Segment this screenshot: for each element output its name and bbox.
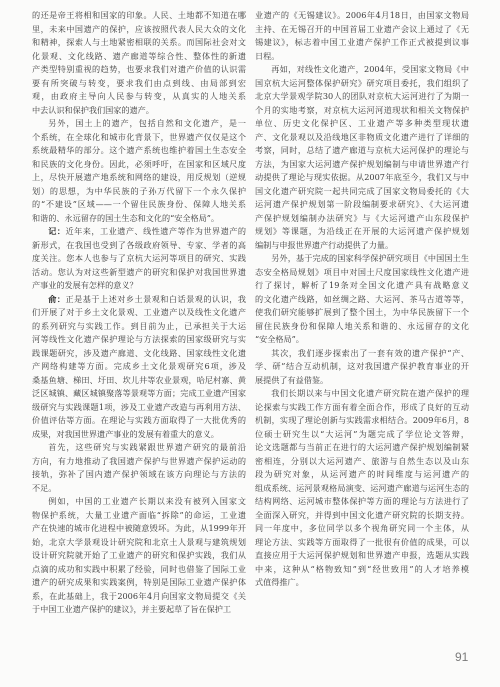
line-text: 成果，对我国世界遗产事业的发展有着重大的意义。 — [32, 428, 219, 439]
text-line — [32, 320, 246, 334]
text-line — [255, 360, 469, 374]
paragraph — [255, 9, 469, 63]
text-line — [32, 549, 246, 563]
text-line — [32, 225, 246, 239]
line-text: 展提供了有益借鉴。 — [255, 374, 329, 385]
text-line — [255, 144, 469, 158]
line-text: 产事业的发展有怎样的意义？ — [32, 280, 138, 290]
line-text: 学、研”结合互动机制，这对我国遗产保护教育事业的开 — [255, 361, 469, 371]
line-text: 产网络构建等方面。完成乡土文化景观研究6项，涉及 — [32, 361, 246, 371]
line-text: 个系统，在全球化和城市化背景下，世界遗产仅仅是这个 — [32, 131, 246, 142]
line-text: 价值评估等方面。在理论与实践方面取得了一大批优秀的 — [32, 415, 246, 425]
line-text: 的“不建设”区域——一个留住民族身份、保障人地关系 — [32, 199, 246, 209]
line-text: 设计研究院就开始了工业遗产的研究和保护实践，我们从 — [32, 550, 246, 560]
text-line — [32, 239, 246, 253]
right-column — [255, 9, 469, 590]
line-text: 直接应用于大运河保护规划和世界遗产申报，选题从实践 — [255, 550, 469, 560]
line-text: 论探索与实践工作方面有着全面合作，形成了良好的互动 — [255, 401, 469, 412]
line-text: 单位、历史文化保护区、工业遗产等多种类型现状遗 — [255, 118, 469, 128]
text-line — [255, 563, 469, 577]
text-line — [255, 252, 469, 266]
line-text: 日程。 — [255, 50, 280, 61]
line-text: “安全格局”。 — [255, 334, 304, 344]
line-text: 编制与申报世界遗产行动提供了力量。 — [255, 239, 394, 250]
text-line — [255, 36, 469, 50]
text-line — [255, 387, 469, 401]
line-text: 和民族的文化身份。因此，必须呼吁，在国家和区域尺度 — [32, 158, 246, 169]
text-line — [255, 266, 469, 280]
line-text: 产、文化景观以及沿线地区非物质文化遗产进行了详细的 — [255, 131, 469, 142]
text-line — [255, 63, 469, 77]
text-line — [32, 428, 246, 442]
text-line — [255, 23, 469, 37]
left-column — [32, 9, 246, 617]
line-text: 考察，同时，总结了遗产廊道与京杭大运河保护的理论与 — [255, 145, 469, 155]
text-line — [32, 347, 246, 361]
text-line — [32, 77, 246, 91]
text-line — [32, 576, 246, 590]
text-line — [32, 468, 246, 482]
line-text: 段为研究对象，从运河遗产的时间维度与运河遗产的 — [255, 469, 469, 479]
paragraph — [32, 495, 246, 617]
line-text: 方法，为国家大运河遗产保护规划编制与申请世界遗产行 — [255, 158, 469, 169]
line-text: 里，未来中国遗产的保护，应该按照代表人民大众的文化 — [32, 23, 246, 34]
speaker-label: 俞： — [48, 293, 66, 304]
page-number: 91 — [455, 650, 469, 664]
text-line — [255, 401, 469, 415]
line-text: 们开展了对于乡土文化景观、工业遗产以及线性文化遗产 — [32, 307, 246, 317]
text-line — [32, 387, 246, 401]
line-text: 理论方法、实践等方面取得了一批很有价值的成果，可以 — [255, 536, 469, 547]
text-line — [32, 401, 246, 415]
text-line — [32, 360, 246, 374]
text-line — [255, 320, 469, 334]
text-line — [255, 414, 469, 428]
text-line — [255, 131, 469, 145]
text-line — [32, 374, 246, 388]
line-text: 态安全格局规划》项目中对国土尺度国家线性文化遗产进 — [255, 266, 469, 277]
text-line — [32, 509, 246, 523]
text-line — [255, 239, 469, 253]
line-text: 动提供了理论与现实依据。从2007年底至今，我们又与中 — [255, 172, 469, 182]
line-text: 近年来，工业遗产、线性遗产等作为世界遗产的 — [65, 226, 246, 236]
line-text: 中来，这种从“格物致知”到“经世致用”的人才培养模 — [255, 563, 469, 574]
text-line — [255, 549, 469, 563]
text-line — [32, 36, 246, 50]
line-text: 另外，基于完成的国家科学保护研究项目《中国国土生 — [271, 253, 469, 263]
text-line — [32, 50, 246, 64]
line-text: 行了探讨，解析了19条对全国文化遗产具有战略意义 — [255, 280, 469, 290]
line-text: 点滴的成功和实践中积累了经验，同时也借鉴了国际工业 — [32, 563, 246, 574]
text-line — [32, 252, 246, 266]
line-text: 个月的实地考察，对京杭大运河河道现状和相关文物保护 — [255, 104, 469, 115]
line-text: 遗产的研究成果和实践案例，特别是国际工业遗产保护体 — [32, 577, 246, 587]
line-text: 主持、在无锡召开的中国首届工业遗产会议上通过了《无 — [255, 23, 469, 34]
line-text: 于中国工业遗产保护的建议》，并主要起草了旨在保护工 — [32, 604, 232, 614]
text-line — [255, 495, 469, 509]
line-text: 锡建议》，标志着中国工业遗产保护工作正式被提到议事 — [255, 37, 469, 47]
text-line — [255, 428, 469, 442]
line-text: 河等线性文化遗产保护理论与方法探索的国家级研究与实 — [32, 334, 246, 344]
line-text: 观，由政府主导向人民参与转变，从真实的人地关系 — [32, 91, 246, 101]
line-text: 其次，我们逐步探索出了一套有效的遗产保护“产、 — [271, 347, 469, 358]
line-text: 践课题研究，涉及遗产廊道、文化线路、国家线性文化遗 — [32, 347, 246, 358]
line-text: 组成系统、运河景观格局演变、运河遗产廊道与运河生态的 — [255, 482, 469, 493]
text-line — [32, 171, 246, 185]
line-text: 产类型特别重视的趋势，也要求我们对遗产价值的认识需 — [32, 64, 246, 74]
text-line — [255, 90, 469, 104]
text-line — [32, 590, 246, 604]
text-line — [255, 50, 469, 64]
line-text: 产在快速的城市化进程中被随意毁坏。为此，从1999年开 — [32, 523, 246, 533]
line-text: 密相连，分别以大运河遗产、旅游与自然生态以及山东 — [255, 455, 469, 466]
text-line — [255, 77, 469, 91]
text-line — [32, 293, 246, 307]
line-text: 另外，国土上的遗产，包括自然和文化遗产，是一 — [48, 118, 246, 128]
text-line — [255, 158, 469, 172]
line-text: 规划》等课题，为沿线正在开展的大运河遗产保护规划 — [255, 226, 469, 236]
line-text: 活动。您认为对这些新型遗产的研究和保护对我国世界遗 — [32, 266, 246, 277]
text-line — [255, 9, 469, 23]
line-text: 正是基于上述对乡土景观和白话景观的认识，我 — [65, 293, 246, 304]
line-text: 首先，这些研究与实践紧跟世界遗产研究的最前沿 — [48, 442, 246, 452]
line-text: 桑基鱼塘、梯田、圩田、坎儿井等农业景观，哈尼村寨、黄 — [32, 374, 246, 385]
paragraph — [32, 293, 246, 442]
line-text: 国京杭大运河整体保护研究》研究项目委托，我们组织了 — [255, 77, 469, 88]
text-line — [32, 495, 246, 509]
line-text: 我们长期以来与中国文化遗产研究院在遗产保护的理 — [271, 388, 469, 398]
line-text: 产保护规划编制办法研究》与《大运河遗产山东段保护 — [255, 212, 469, 223]
text-line — [32, 333, 246, 347]
text-line — [32, 522, 246, 536]
text-line — [32, 306, 246, 320]
text-line — [255, 509, 469, 523]
text-line — [32, 144, 246, 158]
text-line — [32, 185, 246, 199]
paragraph — [32, 225, 246, 293]
line-text: 始，北京大学景观设计研究院和北京土人景观与建筑规划 — [32, 536, 246, 547]
line-text: 的文化遗产线路，如丝绸之路、大运河、茶马古道等等， — [255, 293, 469, 304]
text-line — [255, 536, 469, 550]
line-text: 物保护系统，大量工业遗产面临“拆除”的命运，工业遗 — [32, 509, 246, 520]
line-text: 结构网络、运河城市整体保护等方面的理论与方法进行了 — [255, 496, 469, 506]
text-line — [32, 212, 246, 226]
line-text: 论文选题都与当前正在进行的大运河遗产保护规划编制紧 — [255, 442, 469, 452]
text-line — [32, 104, 246, 118]
line-text: 划）的思想，为中华民族的子孙万代留下一个永久保护 — [32, 185, 246, 196]
text-line — [32, 482, 246, 496]
line-text: 化景观、文化线路、遗产廊道等综合性、整体性的新遗 — [32, 50, 246, 61]
line-text: 系统最精华的部分。这个遗产系统也维护着国土生态安全 — [32, 145, 246, 155]
text-line — [255, 482, 469, 496]
text-line — [255, 441, 469, 455]
text-line — [255, 171, 469, 185]
line-text: 接轨，弥补了国内遗产保护领域在该方向理论与方法的 — [32, 469, 246, 479]
text-line — [32, 158, 246, 172]
text-line — [255, 576, 469, 590]
line-text: 不足。 — [32, 482, 57, 493]
paragraph — [255, 387, 469, 590]
paragraph — [32, 117, 246, 225]
text-line — [32, 279, 246, 293]
text-line — [32, 603, 246, 617]
text-line — [32, 9, 246, 23]
paragraph — [255, 252, 469, 347]
line-text: 例如，中国的工业遗产长期以来没有被列入国家文 — [48, 496, 246, 506]
text-line — [255, 104, 469, 118]
line-text: 系，在此基础上，我于2006年4月向国家文物局提交《关 — [32, 590, 246, 601]
paragraph — [32, 9, 246, 117]
text-line — [32, 63, 246, 77]
text-line — [255, 293, 469, 307]
text-line — [32, 536, 246, 550]
text-line — [32, 131, 246, 145]
text-line — [32, 266, 246, 280]
line-text: 再如，对线性文化遗产，2004年，受国家文物局《中 — [271, 64, 469, 74]
line-text: 级研究与实践课题1项，涉及工业遗产改造与再利用方法、 — [32, 401, 246, 412]
line-text: 全面深入研究，并得到中国文化遗产研究院的长期支持。 — [255, 509, 469, 520]
text-line — [255, 306, 469, 320]
text-line — [32, 414, 246, 428]
text-line — [255, 117, 469, 131]
text-line — [255, 279, 469, 293]
line-text: 的还是帝王将相和国家的印象。人民、土地都不知道在哪 — [32, 10, 246, 20]
line-text: 式值得推广。 — [255, 577, 304, 587]
line-text: 泛区城镇、藏区城镇聚落等景观等方面；完成工业遗产国家 — [32, 388, 246, 398]
line-text: 位硕士研究生以“大运河”为题完成了学位论文答辩， — [255, 428, 469, 439]
paragraph — [255, 63, 469, 252]
line-text: 国文化遗产研究院一起共同完成了国家文物局委托的《大 — [255, 185, 469, 196]
line-text: 使我们研究能够扩展到了整个国土，为中华民族留下一个 — [255, 307, 469, 317]
text-line — [255, 212, 469, 226]
line-text: 运河遗产保护规划第一阶段编制要求研究》、《大运河遗 — [255, 199, 469, 209]
text-line — [255, 225, 469, 239]
text-line — [32, 441, 246, 455]
text-line — [255, 198, 469, 212]
text-line — [255, 347, 469, 361]
text-line — [32, 563, 246, 577]
line-text: 方向，有力地推动了我国遗产保护与世界遗产保护运动的 — [32, 455, 246, 466]
text-line — [255, 374, 469, 388]
paragraph — [255, 347, 469, 388]
line-text: 的系列研究与实践工作。到目前为止，已承担关于大运 — [32, 320, 246, 331]
line-text: 新形式，在我国也受到了各级政府领导、专家、学者的高 — [32, 239, 246, 250]
text-line — [32, 198, 246, 212]
line-text: 机制，实现了理论创新与实践需求相结合。2009年6月，8 — [255, 415, 469, 425]
speaker-label: 记： — [48, 226, 66, 236]
text-line — [32, 117, 246, 131]
line-text: 同一年度中，多位同学以多个视角研究同一个主体，从 — [255, 523, 469, 533]
text-line — [255, 333, 469, 347]
text-line — [255, 185, 469, 199]
text-line — [32, 90, 246, 104]
line-text: 北京大学景观学院30人的团队对京杭大运河进行了为期一 — [255, 91, 469, 101]
line-text: 度关注。您本人也参与了京杭大运河等项目的研究、实践 — [32, 253, 246, 263]
line-text: 留住民族身份和保障人地关系和谐的、永远留存的文化 — [255, 320, 469, 331]
line-text: 中去认识和保护我们国家的遗产。 — [32, 104, 154, 115]
line-text: 和精神，探索人与土地紧密相联的关系。而国际社会对文 — [32, 37, 246, 47]
line-text: 要有所突破与转变，要求我们由点到线、由局部到宏 — [32, 77, 246, 88]
text-line — [255, 455, 469, 469]
line-text: 业遗产的《无锡建议》。2006年4月18日，由国家文物局 — [255, 10, 469, 20]
text-line — [32, 455, 246, 469]
line-text: 和谐的、永远留存的国土生态和文化的“安全格局”。 — [32, 212, 220, 223]
paragraph — [32, 441, 246, 495]
line-text: 上，尽快开展遗产地系统和网络的建设，用反规划（逆规 — [32, 172, 246, 182]
text-line — [255, 522, 469, 536]
text-line — [32, 23, 246, 37]
text-line — [255, 468, 469, 482]
